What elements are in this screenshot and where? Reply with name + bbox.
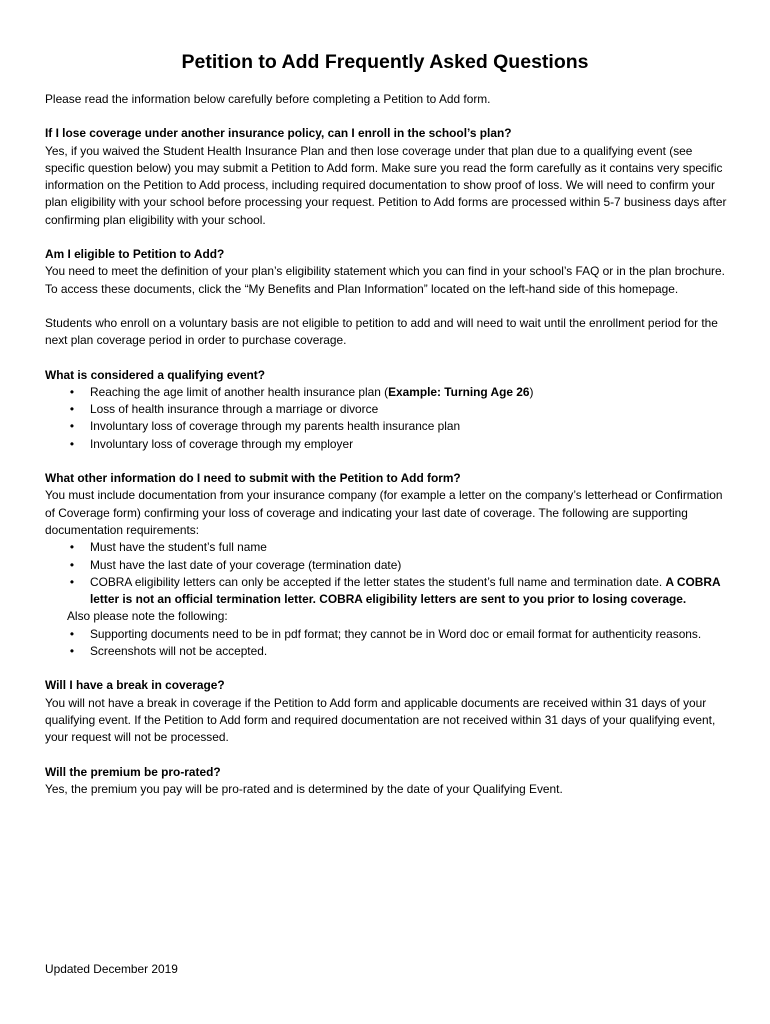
faq-answer: You must include documentation from your insurance company (for example a letter on the company’s letterhead or Confirmation of Coverage form) confirming your loss of coverage and indicating your last date of coverage. The following are supporting documentation requirements: — [45, 488, 723, 537]
bullet-icon: • — [69, 419, 75, 434]
bullet-icon: • — [69, 384, 75, 399]
faq-question: Will I have a break in coverage? — [45, 678, 225, 693]
faq-section-3 — [45, 367, 735, 453]
note-text: Also please note the following: — [67, 609, 228, 624]
intro-text: Please read the information below carefully before completing a Petition to Add form. — [45, 92, 491, 106]
faq-question: Will the premium be pro-rated? — [45, 764, 221, 779]
bullet-icon: • — [69, 626, 75, 641]
faq-question: If I lose coverage under another insurance policy, can I enroll in the school’s plan? — [45, 126, 512, 141]
documentation-requirements-list — [45, 539, 735, 608]
faq-section-4 — [45, 470, 735, 660]
document-body — [45, 91, 735, 798]
list-item: • Screenshots will not be accepted. — [45, 643, 735, 660]
list-item: • Reaching the age limit of another health insurance plan (Example: Turning Age 26) — [45, 384, 735, 401]
list-item: • Supporting documents need to be in pdf format; they cannot be in Word doc or email format for authenticity reasons. — [45, 626, 735, 643]
faq-section-2 — [45, 246, 735, 349]
faq-answer: Yes, the premium you pay will be pro-rated and is determined by the date of your Qualifying Event. — [45, 781, 563, 796]
updated-date-footer: Updated December 2019 — [45, 962, 178, 976]
list-item: • Involuntary loss of coverage through my parents health insurance plan — [45, 418, 735, 435]
page-title: Petition to Add Frequently Asked Questions — [181, 51, 589, 73]
faq-question: What is considered a qualifying event? — [45, 367, 266, 382]
bullet-icon: • — [69, 557, 75, 572]
list-item: • Must have the student’s full name — [45, 539, 735, 556]
faq-answer: Yes, if you waived the Student Health Insurance Plan and then lose coverage under that plan due to a qualifying event (see specific question below) you may submit a Petition to Add form. Make sure you read the form carefully as it contains very specific information on the Petition to Add process, including required documentation to show proof of loss. We will need to confirm your plan eligibility with your school before processing your request. Petition to Add forms are processed within 5-7 business days after confirming plan eligibility with your school. — [45, 143, 727, 227]
list-item: • Loss of health insurance through a marriage or divorce — [45, 401, 735, 418]
list-item: • COBRA eligibility letters can only be accepted if the letter states the student’s full name and termination date. A COBRA letter is not an official termination letter. COBRA eligibility letters are sent to you prior to losing coverage. — [45, 574, 735, 609]
qualifying-event-list — [45, 384, 735, 453]
bullet-icon: • — [69, 402, 75, 417]
bullet-icon: • — [69, 436, 75, 451]
faq-answer-continued: Students who enroll on a voluntary basis are not eligible to petition to add and will need to wait until the enrollment period for the next plan coverage period in order to purchase coverage. — [45, 315, 718, 348]
bullet-icon: • — [69, 574, 75, 589]
faq-section-6 — [45, 764, 735, 799]
faq-question: What other information do I need to submit with the Petition to Add form? — [45, 471, 461, 486]
faq-section-1 — [45, 125, 735, 229]
faq-answer: You need to meet the definition of your plan’s eligibility statement which you can find in your school’s FAQ or in the plan brochure. To access these documents, click the “My Benefits and Plan Information” located on the left-hand side of this homepage. — [45, 264, 725, 296]
bullet-icon: • — [69, 540, 75, 555]
list-item: • Involuntary loss of coverage through my employer — [45, 436, 735, 453]
additional-notes-list — [45, 626, 735, 661]
faq-answer: You will not have a break in coverage if the Petition to Add form and applicable documents are received within 31 days of your qualifying event. If the Petition to Add form and required documentation are not received within 31 days of your qualifying event, your request will not be processed. — [45, 695, 716, 745]
faq-section-5 — [45, 677, 735, 746]
faq-question: Am I eligible to Petition to Add? — [45, 247, 225, 262]
bullet-icon: • — [69, 644, 75, 659]
list-item: • Must have the last date of your coverage (termination date) — [45, 557, 735, 574]
